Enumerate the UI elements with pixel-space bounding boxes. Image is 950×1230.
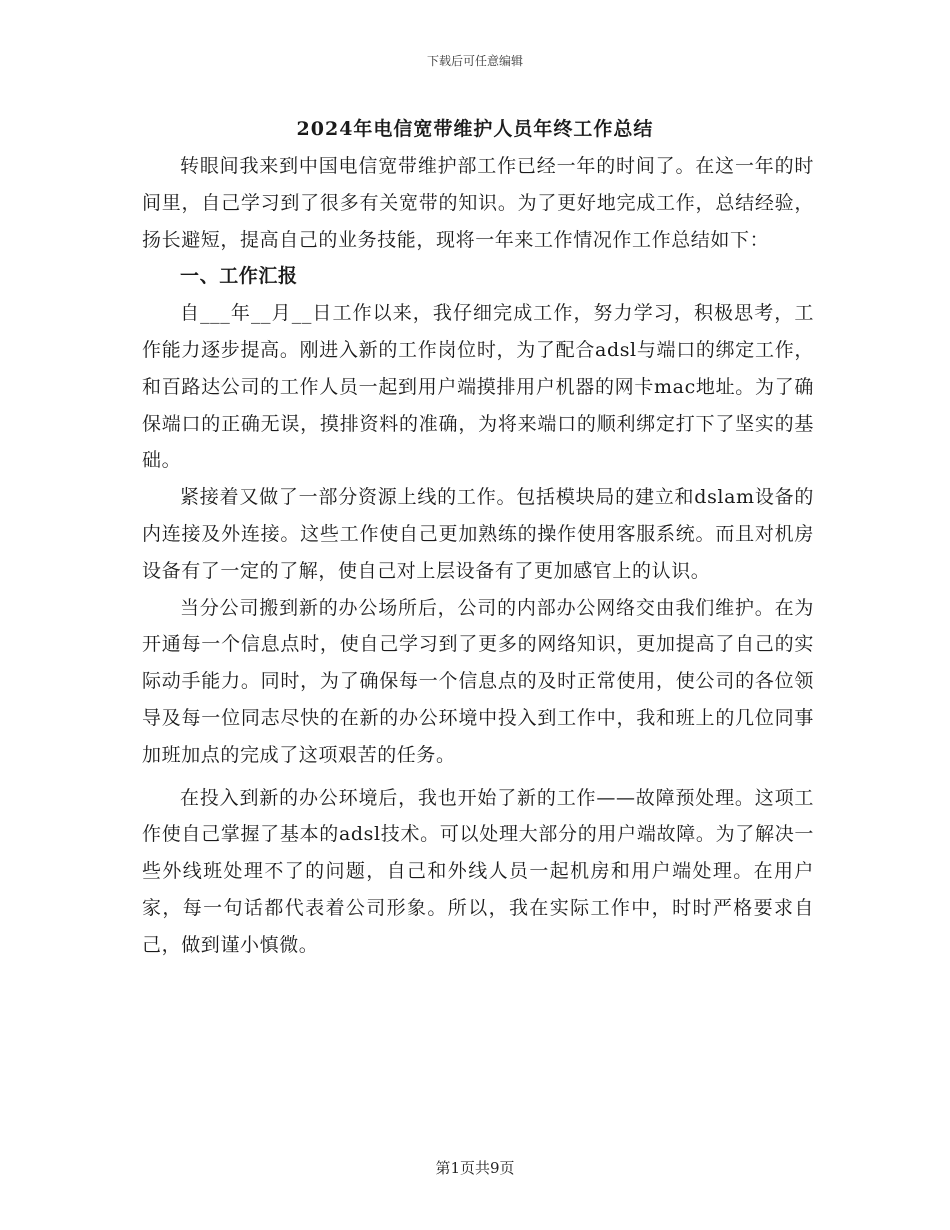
document-title: 2024年电信宽带维护人员年终工作总结 [296, 118, 654, 140]
page-header-note: 下载后可任意编辑 [426, 54, 523, 68]
body-paragraph: 自___年__月__日工作以来，我仔细完成工作，努力学习，积极思考，工作能力逐步提高。刚进入新的工作岗位时，为了配合adsl与端口的绑定工作，和百路达公司的工作人员一起到用户端摸排用户机器的网卡mac地址。为了确保端口的正确无误，摸排资料的准确，为将来端口的顺利绑定打下了坚实的基础。 [142, 302, 814, 472]
section-heading-work-report: 一、工作汇报 [180, 265, 298, 288]
body-paragraph: 当分公司搬到新的办公场所后，公司的内部办公网络交由我们维护。在为开通每一个信息点时，使自己学习到了更多的网络知识，更加提高了自己的实际动手能力。同时，为了确保每一个信息点的及时正常使用，使公司的各位领导及每一位同志尽快的在新的办公环境中投入到工作中，我和班上的几位同事加班加点的完成了这项艰苦的任务。 [142, 596, 814, 766]
page-number: 第1页共9页 [435, 1159, 515, 1177]
body-paragraph: 在投入到新的办公环境后，我也开始了新的工作——故障预处理。这项工作使自己掌握了基本的adsl技术。可以处理大部分的用户端故障。为了解决一些外线班处理不了的问题，自己和外线人员一起机房和用户端处理。在用户家，每一句话都代表着公司形象。所以，我在实际工作中，时时严格要求自己，做到谨小慎微。 [142, 786, 814, 956]
document-body [142, 148, 814, 964]
body-paragraph: 紧接着又做了一部分资源上线的工作。包括模块局的建立和dslam设备的内连接及外连接。这些工作使自己更加熟练的操作使用客服系统。而且对机房设备有了一定的了解，使自己对上层设备有了更加感官上的认识。 [142, 486, 814, 582]
intro-paragraph: 转眼间我来到中国电信宽带维护部工作已经一年的时间了。在这一年的时间里，自己学习到了很多有关宽带的知识。为了更好地完成工作，总结经验，扬长避短，提高自己的业务技能，现将一年来工作情况作工作总结如下： [142, 155, 814, 251]
